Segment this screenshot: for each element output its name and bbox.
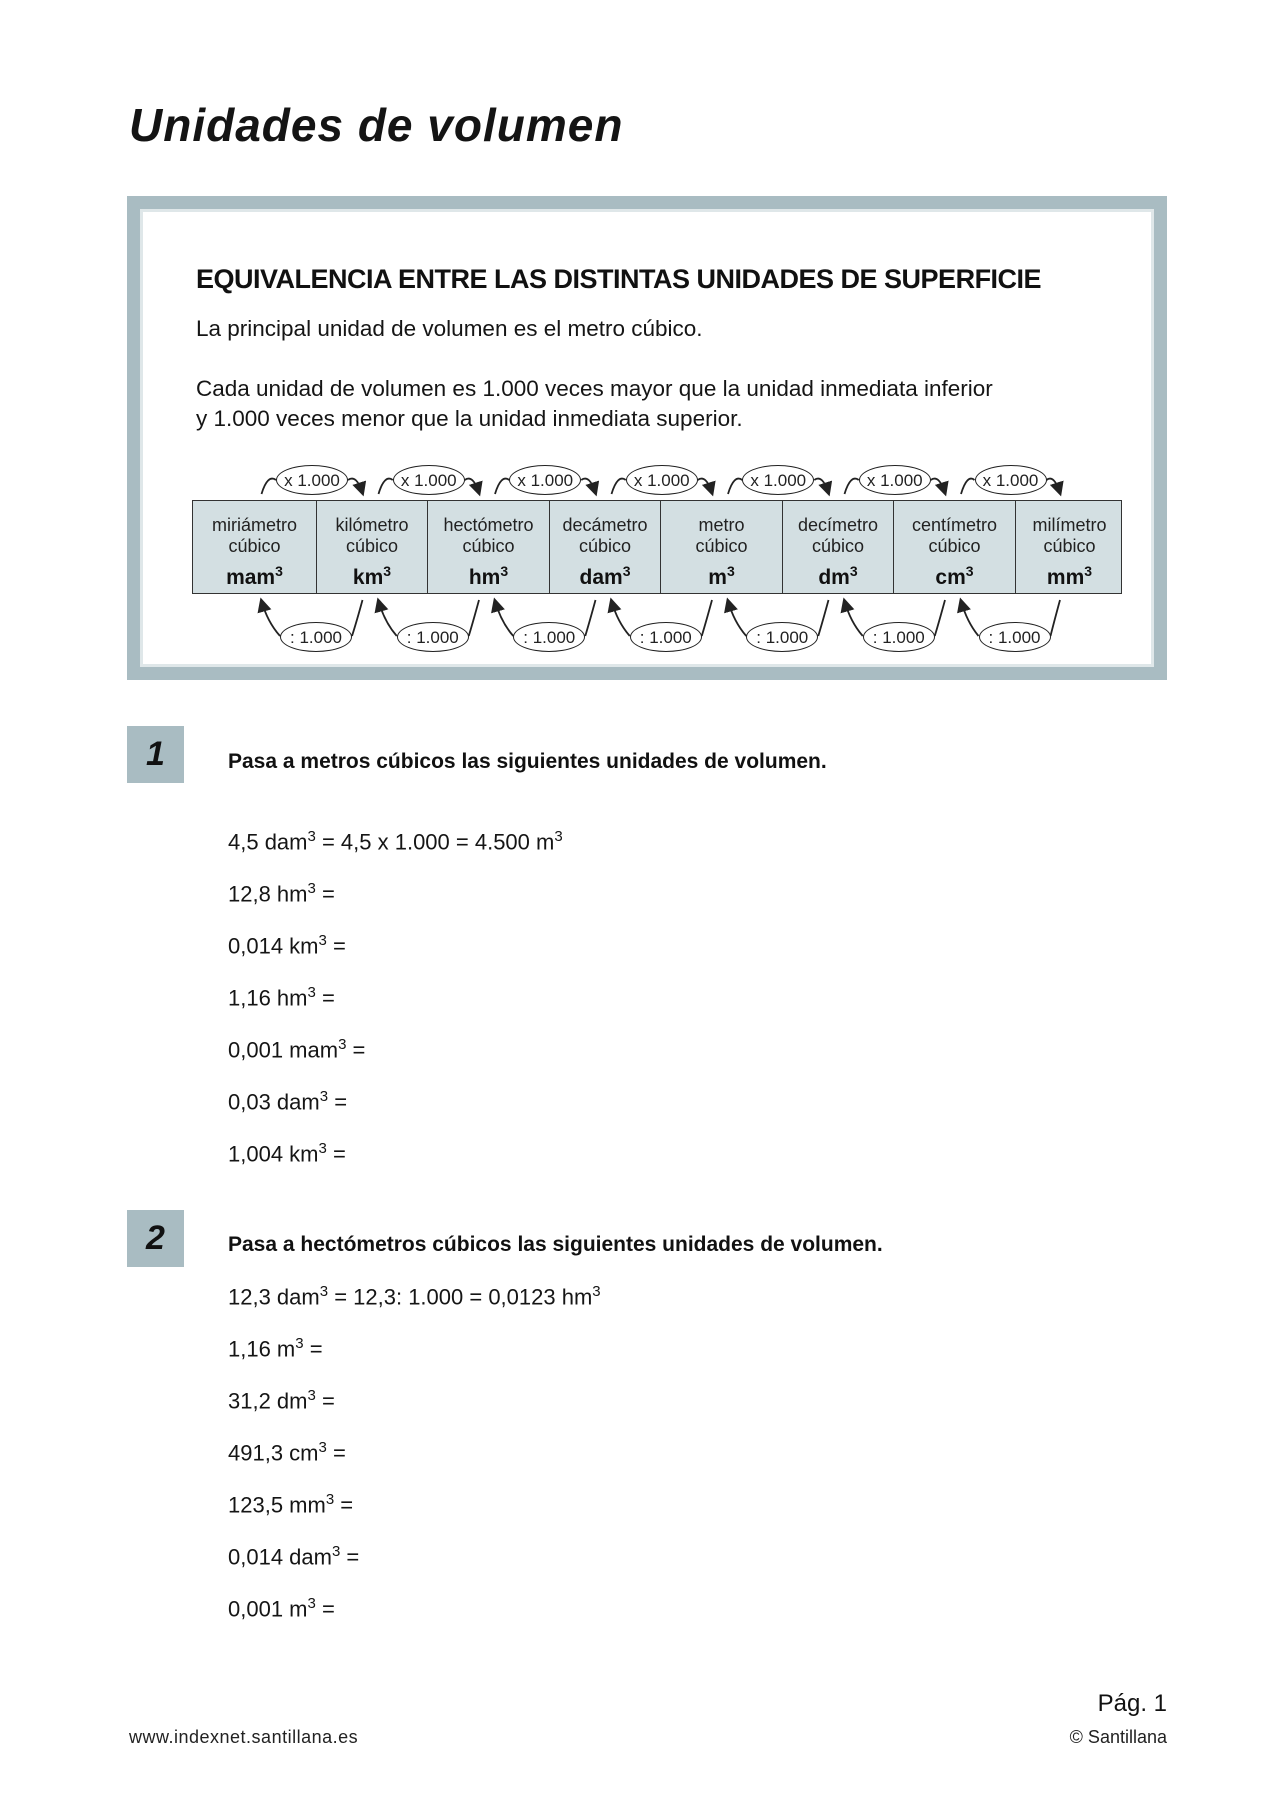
exercise-line-result: =: [303, 1336, 323, 1362]
exercise-line-exponent: 3: [319, 1088, 329, 1105]
exercise-line-value: 0,03 dam: [228, 1089, 320, 1115]
multiply-factor-label: x 1.000: [509, 465, 581, 495]
unit-symbol-text: cm: [935, 566, 966, 589]
exercise-line: [228, 1491, 353, 1518]
exercise-line-value: 4,5 dam: [228, 829, 308, 855]
exercise-line-value: 0,014 km: [228, 933, 319, 959]
exercise-line: [228, 1036, 365, 1063]
exercise-2-number: 2: [127, 1210, 184, 1267]
conversion-arrows: [143, 212, 1151, 664]
exercise-line: [228, 1140, 346, 1167]
exercise-line-exponent: 3: [318, 932, 327, 949]
exercise-line-exponent: 3: [307, 828, 316, 845]
unit-cell: [782, 501, 893, 593]
footer-url: www.indexnet.santillana.es: [129, 1727, 359, 1747]
exercise-line-value: 12,8 hm: [228, 881, 308, 907]
exercise-line: [228, 932, 346, 959]
unit-cubic-label: cúbico: [345, 536, 399, 556]
exercise-line-value: 123,5 mm: [228, 1492, 326, 1518]
exercise-line-exponent: 3: [325, 1491, 335, 1508]
exercise-line-value: 12,3 dam: [228, 1284, 320, 1310]
unit-symbol: [783, 557, 893, 592]
multiply-factor-label: x 1.000: [626, 465, 698, 495]
unit-cubic-label: cúbico: [1043, 536, 1096, 556]
exercise-line: [228, 984, 335, 1011]
exercise-line: [228, 1543, 359, 1570]
unit-symbol-text: mm: [1046, 566, 1085, 589]
unit-cubic-label: cúbico: [578, 536, 632, 556]
unit-symbol-text: dam: [579, 566, 623, 589]
unit-symbol: [428, 557, 549, 592]
unit-symbol-text: dm: [818, 566, 850, 589]
exercise-line: [228, 1335, 323, 1362]
exercise-line-value: 1,16 m: [228, 1336, 296, 1362]
exercise-line-result: =: [315, 1596, 335, 1622]
exercise-line-exponent: 3: [318, 1140, 327, 1157]
unit-exponent: 3: [622, 563, 631, 579]
exercise-line-result: =: [334, 1492, 354, 1518]
unit-exponent: 3: [500, 563, 509, 579]
unit-name: kilómetro: [335, 515, 409, 535]
divide-factor-label: : 1.000: [979, 622, 1051, 652]
unit-cell: [193, 501, 316, 593]
unit-cubic-label: cúbico: [462, 536, 515, 556]
equivalence-box-inner: [140, 209, 1154, 667]
unit-cell: [549, 501, 660, 593]
exercise-line-result: =: [328, 1089, 348, 1115]
exercise-line-value: 491,3 cm: [228, 1440, 319, 1466]
unit-symbol: [317, 557, 427, 592]
exercise-line-exponent: 3: [307, 1387, 316, 1404]
rule-text-line-1: Cada unidad de volumen es 1.000 veces mayor que la unidad inmediata inferior: [196, 376, 993, 401]
exercise-line-result: =: [340, 1544, 360, 1570]
page-title: Unidades de volumen: [129, 99, 624, 151]
exercise-line-exponent: 3: [295, 1335, 304, 1352]
unit-cubic-label: cúbico: [928, 536, 981, 556]
unit-cell: [660, 501, 782, 593]
equivalence-heading: EQUIVALENCIA ENTRE LAS DISTINTAS UNIDADES DE SUPERFICIE: [196, 264, 1042, 294]
unit-name: centímetro: [911, 515, 998, 535]
equivalence-box: [127, 196, 1167, 680]
unit-name: decámetro: [562, 515, 648, 535]
unit-name: decímetro: [797, 515, 879, 535]
unit-name: hectómetro: [443, 515, 534, 535]
exercise-line-result: =: [326, 933, 346, 959]
unit-symbol: [661, 557, 782, 592]
unit-symbol: [894, 557, 1015, 592]
exercise-line-result: = 12,3: 1.000 = 0,0123 hm: [328, 1284, 593, 1310]
exercise-line-result-exponent: 3: [554, 828, 563, 845]
unit-symbol-text: km: [352, 566, 384, 589]
unit-exponent: 3: [275, 563, 283, 579]
unit-symbol: [193, 557, 316, 592]
unit-cubic-label: cúbico: [695, 536, 748, 556]
unit-symbol-text: m: [708, 566, 727, 589]
exercise-line-result: =: [326, 1141, 346, 1167]
exercise-line-exponent: 3: [307, 1595, 316, 1612]
exercise-line: [228, 1283, 601, 1310]
exercise-2-question: Pasa a hectómetros cúbicos las siguientes unidades de volumen.: [228, 1233, 883, 1256]
exercise-line-value: 1,004 km: [228, 1141, 319, 1167]
exercise-line-value: 0,014 dam: [228, 1544, 332, 1570]
exercise-line: [228, 828, 563, 855]
exercise-line-result: =: [315, 881, 335, 907]
divide-factor-label: : 1.000: [630, 622, 702, 652]
exercise-line-value: 0,001 m: [228, 1596, 308, 1622]
exercise-line-result: =: [315, 1388, 335, 1414]
exercise-1-question: Pasa a metros cúbicos las siguientes unidades de volumen.: [228, 750, 827, 773]
unit-exponent: 3: [849, 563, 858, 579]
unit-exponent: 3: [965, 563, 974, 579]
page-number: Pág. 1: [1097, 1690, 1167, 1717]
multiply-factor-label: x 1.000: [393, 465, 465, 495]
multiply-factor-label: x 1.000: [975, 465, 1047, 495]
unit-symbol: [1016, 557, 1123, 592]
exercise-line-exponent: 3: [338, 1036, 347, 1053]
exercise-line-value: 1,16 hm: [228, 985, 308, 1011]
divide-factor-label: : 1.000: [863, 622, 935, 652]
divide-factor-label: : 1.000: [746, 622, 818, 652]
exercise-line-exponent: 3: [307, 984, 316, 1001]
unit-name: milímetro: [1032, 515, 1107, 535]
unit-cell: [893, 501, 1015, 593]
multiply-factor-label: x 1.000: [742, 465, 814, 495]
unit-symbol-text: mam: [226, 566, 276, 589]
unit-cubic-label: cúbico: [811, 536, 865, 556]
rule-text-line-2: y 1.000 veces menor que la unidad inmediata superior.: [196, 406, 743, 431]
unit-cubic-label: cúbico: [228, 536, 281, 556]
exercise-line-result: =: [315, 985, 335, 1011]
unit-cell: [1015, 501, 1123, 593]
exercise-line-exponent: 3: [319, 1283, 329, 1300]
units-table: [192, 500, 1122, 594]
exercise-line-result: =: [346, 1037, 366, 1063]
exercise-line-exponent: 3: [318, 1439, 327, 1456]
divide-factor-label: : 1.000: [513, 622, 585, 652]
exercise-line-result-exponent: 3: [592, 1283, 601, 1300]
divide-factor-label: : 1.000: [280, 622, 352, 652]
unit-symbol-text: hm: [468, 566, 501, 589]
unit-symbol: [550, 557, 660, 592]
unit-exponent: 3: [1084, 563, 1093, 579]
unit-cell: [316, 501, 427, 593]
exercise-line-exponent: 3: [307, 880, 316, 897]
exercise-line-result: = 4,5 x 1.000 = 4.500 m: [315, 829, 555, 855]
unit-name: metro: [698, 515, 745, 535]
exercise-line: [228, 1439, 346, 1466]
unit-exponent: 3: [726, 563, 735, 579]
exercise-line-result: =: [326, 1440, 346, 1466]
footer-copyright: © Santillana: [1069, 1727, 1167, 1747]
exercise-line: [228, 1088, 347, 1115]
exercise-line-value: 0,001 mam: [228, 1037, 339, 1063]
exercise-1-number: 1: [127, 726, 184, 783]
multiply-factor-label: x 1.000: [859, 465, 931, 495]
unit-cell: [427, 501, 549, 593]
divide-factor-label: : 1.000: [397, 622, 469, 652]
exercise-line-value: 31,2 dm: [228, 1388, 308, 1414]
intro-text: La principal unidad de volumen es el metro cúbico.: [196, 316, 703, 341]
unit-exponent: 3: [383, 563, 392, 579]
exercise-line-exponent: 3: [331, 1543, 341, 1560]
multiply-factor-label: x 1.000: [276, 465, 348, 495]
exercise-line: [228, 1387, 335, 1414]
exercise-line: [228, 1595, 335, 1622]
unit-name: miriámetro: [211, 515, 297, 535]
exercise-line: [228, 880, 335, 907]
